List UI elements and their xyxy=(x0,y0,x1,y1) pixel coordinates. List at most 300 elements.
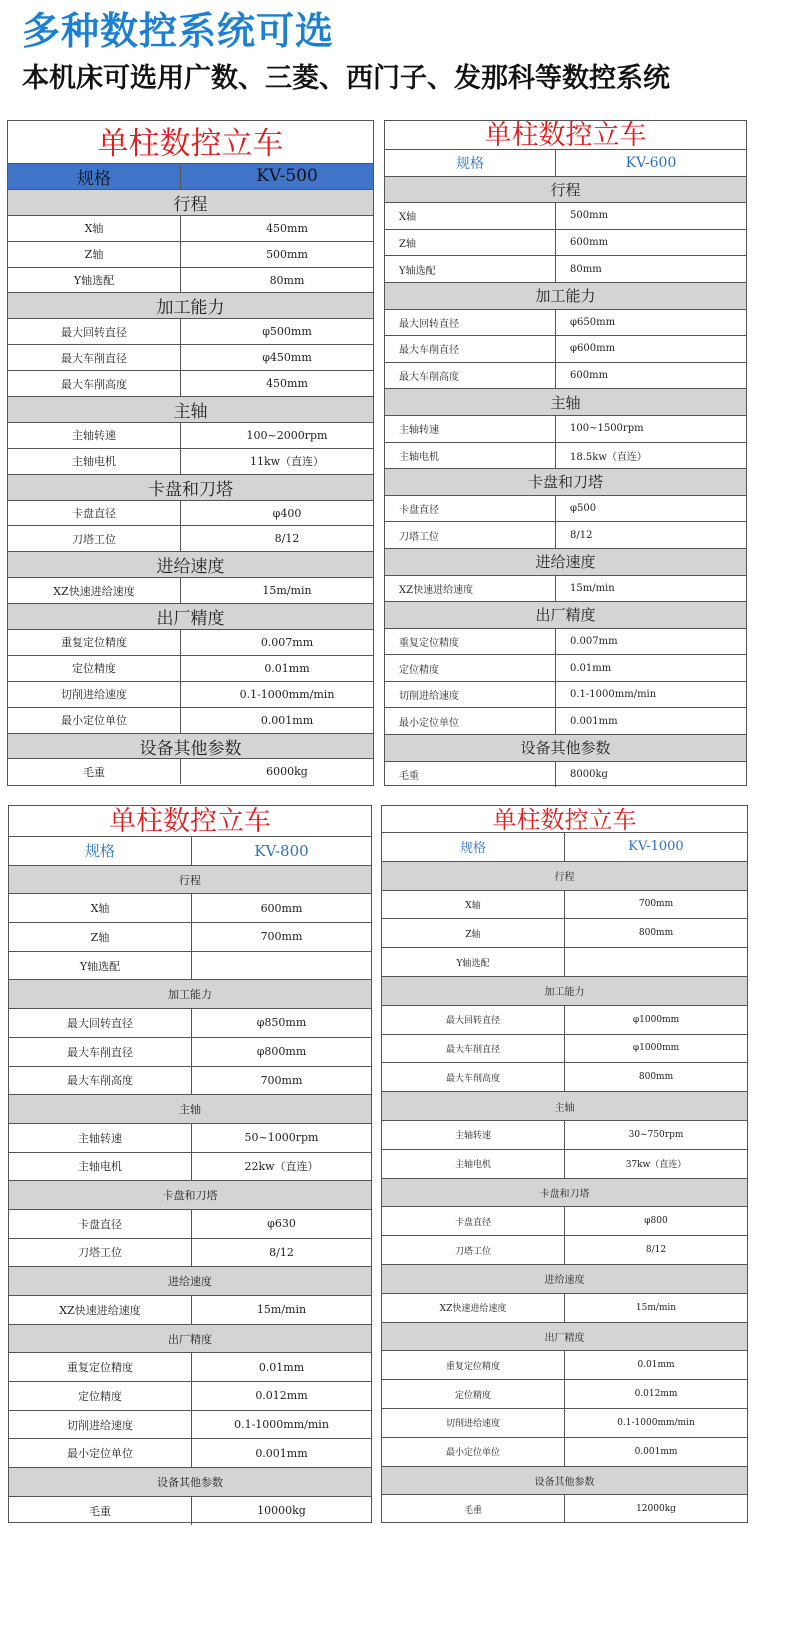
table-row xyxy=(385,761,746,788)
param-cell xyxy=(382,1380,565,1408)
param-value: 0.01mm xyxy=(264,661,310,675)
value-cell xyxy=(181,526,373,551)
table-row xyxy=(385,575,746,602)
param-cell xyxy=(385,576,556,602)
table-row xyxy=(385,495,746,522)
param-value: 0.1-1000mm/min xyxy=(570,689,657,701)
table-row xyxy=(382,918,747,947)
table-row xyxy=(385,628,746,655)
value-cell xyxy=(556,655,746,681)
param-value: 0.001mm xyxy=(255,1446,308,1460)
value-cell xyxy=(565,1035,747,1063)
param-value: φ1000mm xyxy=(632,1043,680,1054)
section-header: 加工能力 xyxy=(382,976,747,1005)
value-cell xyxy=(192,1439,371,1467)
table-row xyxy=(382,1350,747,1379)
table-row xyxy=(382,1120,747,1149)
value-cell xyxy=(181,423,373,448)
param-value: 8/12 xyxy=(269,1245,294,1259)
param-value: 0.01mm xyxy=(570,662,612,674)
param-name: Z轴 xyxy=(84,248,104,262)
param-name: 主轴转速 xyxy=(399,425,439,437)
section-header: 主轴 xyxy=(9,1094,371,1123)
param-cell xyxy=(9,1124,192,1152)
table-row xyxy=(385,707,746,734)
table-row xyxy=(8,422,373,448)
param-cell xyxy=(382,919,565,947)
value-cell xyxy=(192,952,371,980)
param-value: 100~1500rpm xyxy=(570,423,644,435)
param-cell xyxy=(385,708,556,734)
param-cell xyxy=(382,1063,565,1091)
param-name: 最大车削直径 xyxy=(445,1044,500,1055)
table-row xyxy=(8,629,373,655)
table-row xyxy=(382,1005,747,1034)
table-row xyxy=(8,681,373,707)
table-row xyxy=(8,655,373,681)
param-name: 主轴电机 xyxy=(72,455,116,469)
spec-table-kv-800 xyxy=(8,805,372,1523)
spec-label: 规格 xyxy=(8,164,181,189)
param-cell xyxy=(385,310,556,336)
param-cell xyxy=(382,891,565,919)
table-row xyxy=(9,1152,371,1181)
value-cell xyxy=(192,1382,371,1410)
value-cell xyxy=(565,919,747,947)
param-cell xyxy=(9,1296,192,1324)
param-cell xyxy=(385,256,556,282)
value-cell xyxy=(181,682,373,707)
section-header: 出厂精度 xyxy=(385,601,746,628)
param-name: XZ快速进给速度 xyxy=(53,584,135,598)
value-cell xyxy=(565,1063,747,1091)
param-name: X轴 xyxy=(90,902,110,916)
param-name: 最大车削高度 xyxy=(445,1073,500,1084)
table-row xyxy=(382,890,747,919)
table-row xyxy=(8,215,373,241)
section-header: 出厂精度 xyxy=(9,1324,371,1353)
section-header: 设备其他参数 xyxy=(382,1466,747,1495)
param-cell xyxy=(385,629,556,655)
value-cell xyxy=(181,656,373,681)
param-cell xyxy=(382,1236,565,1264)
param-value: 12000kg xyxy=(636,1504,676,1515)
table-row xyxy=(8,707,373,733)
param-value: 0.001mm xyxy=(570,715,618,727)
table-row xyxy=(9,1238,371,1267)
param-name: Y轴选配 xyxy=(73,274,115,287)
param-name: X轴 xyxy=(399,212,417,224)
param-name: 主轴转速 xyxy=(78,1131,122,1145)
value-cell xyxy=(556,230,746,256)
param-cell xyxy=(9,1239,192,1267)
value-cell xyxy=(556,708,746,734)
param-name: 切削进给速度 xyxy=(67,1418,133,1432)
param-value: 0.001mm xyxy=(260,713,314,727)
spec-header-row xyxy=(385,149,746,176)
table-row xyxy=(9,1295,371,1324)
param-cell xyxy=(385,496,556,522)
param-name: 主轴电机 xyxy=(399,451,439,463)
param-value: 22kw（直连） xyxy=(244,1160,319,1174)
param-value: φ500 xyxy=(570,503,597,515)
value-cell xyxy=(565,1438,747,1466)
param-value: 450mm xyxy=(266,221,308,235)
value-cell xyxy=(556,629,746,655)
value-cell xyxy=(181,216,373,241)
param-value: 450mm xyxy=(266,377,308,391)
param-cell xyxy=(385,522,556,548)
table-row xyxy=(8,344,373,370)
param-cell xyxy=(382,1035,565,1063)
section-header: 卡盘和刀塔 xyxy=(8,474,373,500)
param-value: 700mm xyxy=(638,899,674,910)
table-row xyxy=(9,1123,371,1152)
value-cell xyxy=(192,1353,371,1381)
param-value: 8/12 xyxy=(570,529,593,541)
param-value: 800mm xyxy=(638,1072,674,1083)
value-cell xyxy=(192,1497,371,1525)
param-value: 0.001mm xyxy=(634,1446,678,1457)
param-cell xyxy=(382,1351,565,1379)
table-row xyxy=(382,947,747,976)
value-cell xyxy=(556,522,746,548)
value-cell xyxy=(181,501,373,526)
param-name: 卡盘直径 xyxy=(78,1217,122,1231)
value-cell xyxy=(192,1210,371,1238)
value-cell xyxy=(565,1150,747,1178)
param-value: φ450mm xyxy=(262,351,312,365)
table-row xyxy=(8,500,373,526)
param-cell xyxy=(8,682,181,707)
value-cell xyxy=(556,576,746,602)
param-value: 0.012mm xyxy=(255,1389,308,1403)
param-cell xyxy=(8,759,181,784)
param-value: φ800 xyxy=(644,1216,668,1227)
table-row xyxy=(9,893,371,922)
section-header: 卡盘和刀塔 xyxy=(385,468,746,495)
param-name: 毛重 xyxy=(399,770,419,782)
param-name: 切削进给速度 xyxy=(399,691,459,703)
param-cell xyxy=(8,449,181,474)
table-row xyxy=(385,229,746,256)
param-name: 切削进给速度 xyxy=(445,1419,500,1430)
table-row xyxy=(9,951,371,980)
param-value: 8/12 xyxy=(274,532,300,546)
table-row xyxy=(8,241,373,267)
param-cell xyxy=(385,230,556,256)
value-cell xyxy=(565,1380,747,1408)
param-cell xyxy=(9,1353,192,1381)
section-header: 行程 xyxy=(385,176,746,203)
table-row xyxy=(385,442,746,469)
param-value: 600mm xyxy=(260,901,303,915)
table-row xyxy=(8,318,373,344)
param-value: φ630 xyxy=(267,1217,296,1231)
param-value: 11kw（直连） xyxy=(249,455,325,469)
table-row xyxy=(9,1209,371,1238)
value-cell xyxy=(556,496,746,522)
param-value: 37kw（直连） xyxy=(625,1160,687,1171)
param-cell xyxy=(385,363,556,389)
param-name: 毛重 xyxy=(83,765,105,779)
section-header: 加工能力 xyxy=(8,292,373,318)
param-cell xyxy=(8,656,181,681)
table-title: 单柱数控立车 xyxy=(97,126,284,162)
param-name: Y轴选配 xyxy=(456,958,490,969)
table-row xyxy=(382,1494,747,1523)
param-value: 500mm xyxy=(266,247,308,261)
value-cell xyxy=(556,310,746,336)
value-cell xyxy=(565,1006,747,1034)
param-name: 最小定位单位 xyxy=(67,1447,133,1461)
model-name: KV-800 xyxy=(254,841,309,860)
param-cell xyxy=(382,1438,565,1466)
table-row xyxy=(382,1206,747,1235)
param-cell xyxy=(8,630,181,655)
param-value: φ500mm xyxy=(262,325,312,339)
param-cell xyxy=(8,371,181,396)
param-cell xyxy=(9,894,192,922)
value-cell xyxy=(192,1153,371,1181)
table-title: 单柱数控立车 xyxy=(109,806,271,836)
param-cell xyxy=(8,578,181,603)
param-value: 50~1000rpm xyxy=(244,1131,319,1145)
param-value: 600mm xyxy=(570,237,609,249)
value-cell xyxy=(192,1239,371,1267)
section-header: 进给速度 xyxy=(8,551,373,577)
value-cell xyxy=(181,345,373,370)
param-value: φ850mm xyxy=(256,1016,307,1030)
param-value: φ600mm xyxy=(570,343,616,355)
param-name: XZ快速进给速度 xyxy=(439,1304,507,1315)
page-heading: 多种数控系统可选 xyxy=(22,9,335,53)
param-cell xyxy=(9,952,192,980)
param-name: XZ快速进给速度 xyxy=(59,1303,141,1317)
param-name: 最大车削直径 xyxy=(61,351,127,365)
param-name: 卡盘直径 xyxy=(454,1217,491,1228)
value-cell xyxy=(556,336,746,362)
value-cell xyxy=(556,762,746,788)
value-cell xyxy=(565,1409,747,1437)
param-cell xyxy=(8,268,181,293)
param-cell xyxy=(382,1294,565,1322)
param-cell xyxy=(8,708,181,733)
param-value: 15m/min xyxy=(570,582,615,594)
table-row xyxy=(382,1408,747,1437)
section-header: 设备其他参数 xyxy=(8,733,373,759)
param-value: 15m/min xyxy=(256,1303,307,1317)
table-row xyxy=(385,362,746,389)
value-cell xyxy=(565,1294,747,1322)
param-value: φ650mm xyxy=(570,316,616,328)
param-name: 最小定位单位 xyxy=(61,714,127,728)
param-value: 0.1-1000mm/min xyxy=(239,687,335,701)
table-row xyxy=(8,448,373,474)
param-cell xyxy=(385,655,556,681)
param-value: 80mm xyxy=(269,273,305,287)
param-value: φ400 xyxy=(272,506,302,520)
param-cell xyxy=(8,242,181,267)
param-name: 主轴电机 xyxy=(78,1160,122,1174)
table-row xyxy=(385,415,746,442)
table-row xyxy=(385,681,746,708)
param-name: 刀塔工位 xyxy=(399,531,439,543)
param-cell xyxy=(8,501,181,526)
value-cell xyxy=(181,630,373,655)
spec-header-row xyxy=(9,836,371,865)
spec-table-kv-600 xyxy=(384,120,747,786)
param-value: 0.1-1000mm/min xyxy=(234,1418,329,1432)
param-value: 80mm xyxy=(570,263,602,275)
param-cell xyxy=(9,923,192,951)
param-cell xyxy=(385,203,556,229)
param-value: 800mm xyxy=(638,928,674,939)
param-name: 重复定位精度 xyxy=(399,637,459,649)
table-row xyxy=(385,335,746,362)
table-row xyxy=(8,758,373,784)
table-row xyxy=(9,1008,371,1037)
param-value: 10000kg xyxy=(257,1504,306,1518)
param-value: 8000kg xyxy=(570,768,608,780)
value-cell xyxy=(181,268,373,293)
param-cell xyxy=(8,423,181,448)
param-name: 最大车削直径 xyxy=(399,345,459,357)
section-header: 主轴 xyxy=(8,396,373,422)
table-title: 单柱数控立车 xyxy=(492,806,637,832)
param-name: 毛重 xyxy=(89,1504,111,1518)
param-cell xyxy=(382,1121,565,1149)
model-name: KV-1000 xyxy=(628,839,684,855)
param-cell xyxy=(385,416,556,442)
param-cell xyxy=(9,1497,192,1525)
param-value: 0.007mm xyxy=(260,635,314,649)
spec-table-kv-1000 xyxy=(381,805,748,1523)
section-header: 设备其他参数 xyxy=(385,734,746,761)
param-name: 毛重 xyxy=(463,1505,482,1516)
spec-table-kv-500 xyxy=(7,120,374,786)
value-cell xyxy=(565,1351,747,1379)
value-cell xyxy=(192,1411,371,1439)
value-cell xyxy=(192,1067,371,1095)
section-header: 卡盘和刀塔 xyxy=(382,1178,747,1207)
param-value: 6000kg xyxy=(266,765,308,779)
param-cell xyxy=(9,1382,192,1410)
table-row xyxy=(382,1379,747,1408)
param-name: Y轴选配 xyxy=(79,959,121,973)
param-name: Z轴 xyxy=(399,239,416,251)
param-name: 定位精度 xyxy=(399,664,439,676)
table-row xyxy=(385,521,746,548)
param-name: 最大车削高度 xyxy=(399,372,459,384)
param-cell xyxy=(385,682,556,708)
table-row xyxy=(8,267,373,293)
table-row xyxy=(385,654,746,681)
value-cell xyxy=(192,1124,371,1152)
param-name: 最大车削高度 xyxy=(61,377,127,391)
param-value: 0.01mm xyxy=(258,1360,305,1374)
param-value: 8/12 xyxy=(645,1245,667,1256)
param-cell xyxy=(382,1495,565,1523)
param-name: X轴 xyxy=(84,222,104,236)
param-name: Y轴选配 xyxy=(399,265,436,277)
param-name: 主轴转速 xyxy=(454,1131,491,1142)
section-header: 出厂精度 xyxy=(8,603,373,629)
param-cell xyxy=(385,762,556,788)
value-cell xyxy=(181,242,373,267)
value-cell xyxy=(192,894,371,922)
spec-header-row xyxy=(8,163,373,189)
value-cell xyxy=(192,923,371,951)
table-row xyxy=(9,1352,371,1381)
param-cell xyxy=(382,1150,565,1178)
model-name: KV-600 xyxy=(625,154,677,171)
spec-header-row xyxy=(382,832,747,861)
value-cell xyxy=(565,891,747,919)
param-cell xyxy=(9,1038,192,1066)
section-header: 主轴 xyxy=(385,388,746,415)
param-name: 重复定位精度 xyxy=(445,1361,500,1372)
section-header: 行程 xyxy=(9,865,371,894)
param-name: 主轴电机 xyxy=(454,1160,491,1171)
param-name: 最小定位单位 xyxy=(399,717,459,729)
param-name: X轴 xyxy=(465,900,481,911)
spec-label: 规格 xyxy=(385,150,556,176)
model-name: KV-500 xyxy=(256,166,318,187)
table-row xyxy=(382,1235,747,1264)
param-value: 700mm xyxy=(260,930,303,944)
value-cell xyxy=(181,759,373,784)
param-name: 重复定位精度 xyxy=(67,1361,133,1375)
section-header: 加工能力 xyxy=(385,282,746,309)
value-cell xyxy=(181,319,373,344)
param-name: 切削进给速度 xyxy=(61,688,127,702)
param-cell xyxy=(382,948,565,976)
table-row xyxy=(382,1149,747,1178)
table-row xyxy=(385,255,746,282)
section-header: 进给速度 xyxy=(385,548,746,575)
section-header: 加工能力 xyxy=(9,979,371,1008)
param-name: 最大车削高度 xyxy=(67,1074,133,1088)
section-header: 行程 xyxy=(382,861,747,890)
value-cell xyxy=(192,1038,371,1066)
value-cell xyxy=(181,578,373,603)
param-value: 700mm xyxy=(260,1073,303,1087)
value-cell xyxy=(565,948,747,976)
param-name: 刀塔工位 xyxy=(454,1246,491,1257)
param-value: 0.1-1000mm/min xyxy=(617,1417,695,1428)
value-cell xyxy=(181,371,373,396)
param-name: 最大回转直径 xyxy=(67,1016,133,1030)
param-value: 500mm xyxy=(570,210,609,222)
value-cell xyxy=(556,416,746,442)
value-cell xyxy=(556,363,746,389)
param-cell xyxy=(9,1009,192,1037)
table-row xyxy=(385,309,746,336)
param-cell xyxy=(8,216,181,241)
param-cell xyxy=(382,1006,565,1034)
param-cell xyxy=(9,1067,192,1095)
param-value: 15m/min xyxy=(262,584,312,598)
param-cell xyxy=(8,526,181,551)
value-cell xyxy=(565,1495,747,1523)
param-value: 100~2000rpm xyxy=(246,428,328,442)
spec-label: 规格 xyxy=(382,833,565,861)
table-row xyxy=(9,1381,371,1410)
section-header: 主轴 xyxy=(382,1091,747,1120)
table-row xyxy=(385,202,746,229)
param-cell xyxy=(385,443,556,469)
